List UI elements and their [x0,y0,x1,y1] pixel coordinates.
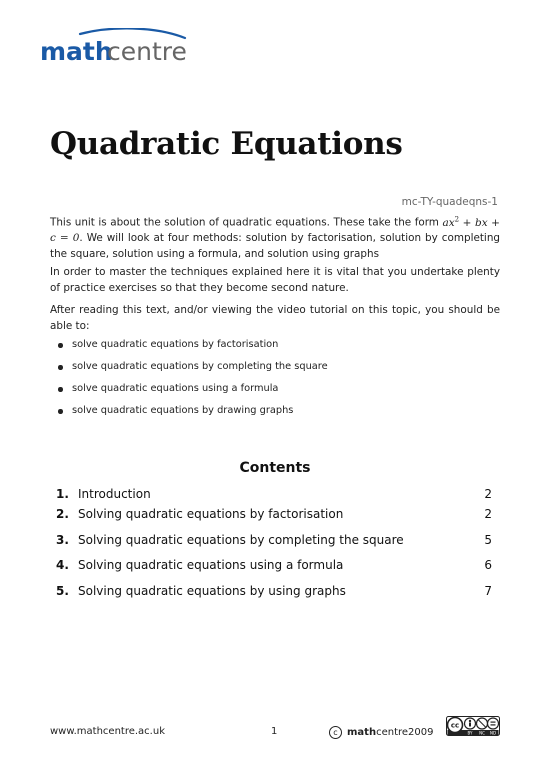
toc-number: 2. [56,507,69,521]
svg-text:ND: ND [489,730,497,736]
intro-p1-before: This unit is about the solution of quadratic equations. These take the form [50,216,443,229]
toc-page: 6 [484,558,492,572]
toc-title: Solving quadratic equations by completing the square [78,533,404,547]
creative-commons-license-icon[interactable] [446,716,500,736]
svg-text:NC: NC [479,730,485,736]
footer-brand-centre: centre [376,727,409,738]
toc-number: 5. [56,584,69,598]
intro-paragraph-2: In order to master the techniques explained here it is vital that you undertake plenty of practice exercises so that they become second nature. [50,266,500,294]
toc-page: 5 [484,533,492,547]
objective-item: solve quadratic equations using a formula [58,382,328,404]
svg-text:cc: cc [450,721,460,730]
toc-page: 2 [484,507,492,521]
toc-number: 3. [56,533,69,547]
footer-url[interactable]: www.mathcentre.ac.uk [50,726,165,737]
logo-centre-text: centre [107,37,187,66]
toc-title: Solving quadratic equations by factorisation [78,507,344,521]
toc-item-formula[interactable] [56,558,492,574]
toc-number: 1. [56,487,69,501]
toc-title: Solving quadratic equations using a formula [78,558,344,572]
page-title: Quadratic Equations [50,126,403,162]
logo-math-text: math [40,37,113,66]
svg-text:BY: BY [467,730,473,736]
mathcentre-logo [40,28,190,68]
toc-item-completing-square[interactable] [56,533,492,549]
toc-page: 2 [484,487,492,501]
objective-item: solve quadratic equations by completing the square [58,360,328,382]
copyright-icon: c [329,726,342,739]
toc-title: Solving quadratic equations by using graphs [78,584,346,598]
objective-item: solve quadratic equations by factorisation [58,338,328,360]
footer-copyright [329,726,433,739]
footer-brand-math: math [347,727,377,738]
toc-item-graphs[interactable] [56,584,492,600]
document-reference: mc-TY-quadeqns-1 [401,196,498,208]
footer-page-number: 1 [271,726,278,737]
toc-item-introduction[interactable] [56,487,492,503]
intro-paragraph-3: After reading this text, and/or viewing the video tutorial on this topic, you should be able to: [50,304,500,332]
intro-p1-after: . We will look at four methods: solution by factorisation, solution by completing the square, solution using a formula, and solution using graphs [50,232,500,260]
footer-year: 2009 [408,727,434,738]
toc-title: Introduction [78,487,151,501]
toc-page: 7 [484,584,492,598]
contents-heading: Contents [239,460,311,476]
objectives-list [58,338,328,426]
toc-number: 4. [56,558,69,572]
quadratic-form-math: $ax^2$ + bx + c = 0 [50,215,500,244]
objective-item: solve quadratic equations by drawing graphs [58,404,328,426]
intro-paragraph-1 [50,212,500,262]
toc-item-factorisation[interactable] [56,507,492,523]
